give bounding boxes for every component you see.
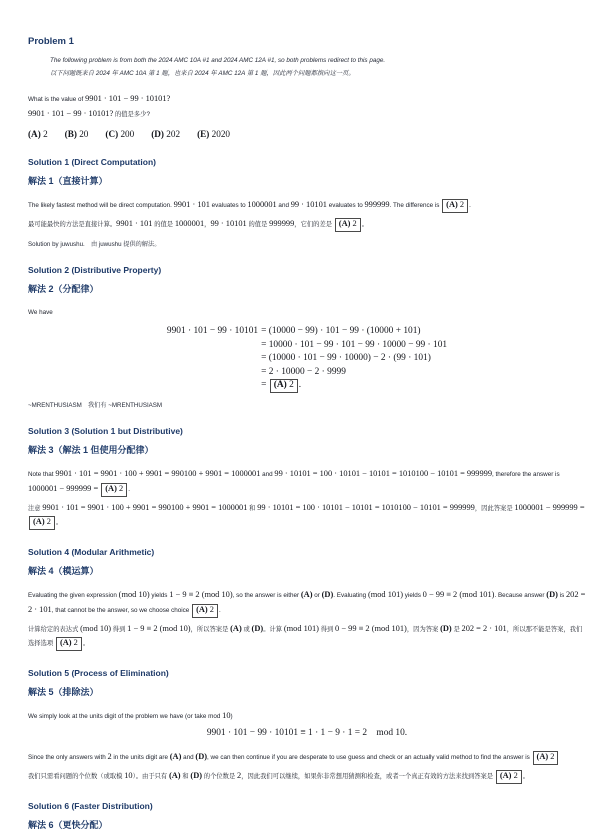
problem-title: Problem 1 (28, 36, 74, 47)
solution-5-intro: We simply look at the units digit of the problem we have (or take mod 10) (28, 711, 233, 720)
solution-1-heading-en: Solution 1 (Direct Computation) (28, 157, 156, 167)
solution-4-paragraph-zh: 计算给定的表达式 (mod 10) 得到 1 − 9 ≡ 2 (mod 10)，所以答案是 (A) 或 (D)。计算 (mod 101) 得到 0 − 99 ≡ 2 (mod 101)，因为答案 (D) 是 202 = 2 · 101，所以那不能是答案，我们选择选项 (A) 2 。 (28, 622, 586, 651)
solution-5-paragraph-en: Since the only answers with 2 in the units digit are (A) and (D), we can then continue if you are desperate to use guess and check or an actually valid method to find the answer is (A) 2 (28, 750, 586, 765)
answer-choices: (A) 2 (B) 20 (C) 200 (D) 202 (E) 2020 (28, 129, 230, 139)
solution-5-centered-equation: 9901 · 101 − 99 · 10101 ≡ 1 · 1 − 9 · 1 = 2 mod 10. (206, 728, 408, 738)
solution-3-section (28, 426, 586, 530)
problem-statement-en: What is the value of 9901 · 101 − 99 · 10101? (28, 94, 171, 103)
solution-6-heading-en: Solution 6 (Faster Distribution) (28, 801, 153, 811)
solution-6-heading-zh: 解法 6（更快分配） (28, 820, 108, 830)
solution-3-heading-en: Solution 3 (Solution 1 but Distributive) (28, 426, 183, 436)
solution-2-section (28, 265, 586, 409)
redirect-notice-en: The following problem is from both the 2024 AMC 10A #1 and 2024 AMC 12A #1, so both problems redirect to this page. (50, 57, 386, 64)
problem-statement-zh: 9901 · 101 − 99 · 10101? 的值是多少? (28, 109, 150, 118)
solution-5-paragraph-zh: 我们只需看问题的个位数（或取模 10）。由于只有 (A) 和 (D) 的个位数是 2，因此我们可以继续，如果你非常想用猜测和检查，或者一个真正有效的方法来找到答案是 (A) 2 。 (28, 769, 586, 784)
solution-1-attribution: Solution by juwushu. 由 juwushu 提供的解法。 (28, 241, 161, 248)
solution-1-paragraph-zh: 最可能最快的方法是直接计算。9901 · 101 的值是 1000001，99 · 10101 的值是 999999，它们的差是 (A) 2 。 (28, 217, 586, 232)
solution-1-paragraph-en: The likely fastest method will be direct computation. 9901 · 101 evaluates to 1000001 and 99 · 10101 evaluates to 999999. The difference is (A) 2 . (28, 198, 586, 213)
solution-5-heading-en: Solution 5 (Process of Elimination) (28, 668, 169, 678)
solution-5-section (28, 668, 586, 784)
solution-4-heading-zh: 解法 4（模运算） (28, 566, 99, 576)
solution-2-heading-en: Solution 2 (Distributive Property) (28, 265, 162, 275)
solution-3-paragraph-en: Note that 9901 · 101 = 9901 · 100 + 9901 = 990100 + 9901 = 1000001 and 99 · 10101 = 100 · 10101 − 10101 = 1010100 − 10101 = 999999, therefore the answer is 1000001 − 999999 = (A) 2 . (28, 467, 586, 497)
redirect-notice (50, 55, 586, 80)
solution-3-paragraph-zh: 注意 9901 · 101 = 9901 · 100 + 9901 = 990100 + 9901 = 1000001 和 99 · 10101 = 100 · 10101 − 10101 = 1010100 − 10101 = 999999，因此答案是 1000001 − 999999 = (A) 2 。 (28, 501, 586, 530)
solution-4-heading-en: Solution 4 (Modular Arithmetic) (28, 547, 155, 557)
solution-4-section (28, 547, 586, 651)
solution-5-heading-zh: 解法 5（排除法） (28, 687, 99, 697)
solution-3-heading-zh: 解法 3（解法 1 但使用分配律） (28, 445, 154, 455)
solution-6-section (28, 801, 586, 831)
solution-1-heading-zh: 解法 1（直接计算） (28, 176, 108, 186)
solution-2-equation-block: 9901 · 101 − 99 · 10101 = (10000 − 99) · 101 − 99 · (10000 + 101) = 10000 · 101 − 99 · 101 − 99 · 10000 − 99 · 101 = (10000 · 101 − 99 · 10000) − 2 · (99 · 101) = 2 · 10000 − 2 · 9999 = (A) 2 . (167, 325, 447, 393)
solution-2-attribution: ~MRENTHUSIASM 我们有 ~MRENTHUSIASM (28, 402, 163, 409)
solution-1-section (28, 157, 586, 248)
solution-2-heading-zh: 解法 2（分配律） (28, 284, 99, 294)
solution-4-paragraph-en: Evaluating the given expression (mod 10) yields 1 − 9 ≡ 2 (mod 10), so the answer is either (A) or (D). Evaluating (mod 101) yields 0 − 99 ≡ 2 (mod 101). Because answer (D) is 202 = 2 · 101, that cannot be the answer, so we choose choice (A) 2 . (28, 588, 586, 618)
redirect-notice-zh: 以下问题既来自 2024 年 AMC 10A 第 1 题，也来自 2024 年 AMC 12A 第 1 题，因此两个问题都指向这一页。 (50, 69, 355, 77)
solution-2-intro: We have (28, 309, 53, 316)
